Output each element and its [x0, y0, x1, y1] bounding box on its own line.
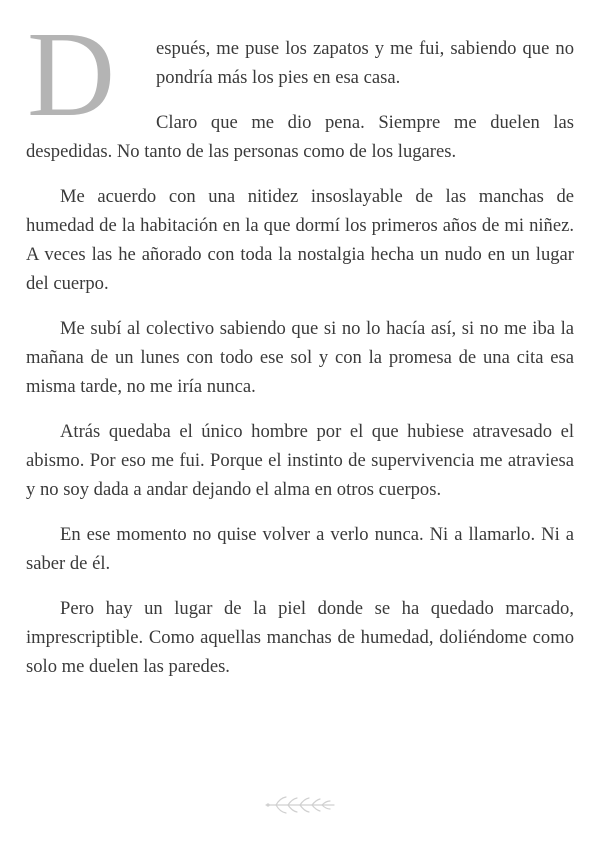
paragraph-5: Atrás quedaba el único hombre por el que hubiese atravesado el abismo. Por eso me fui. Porque el instinto de supervivencia me atraviesa y no soy dada a andar dejando el alma en otros cuerpos.	[26, 421, 574, 500]
paragraph-7: Pero hay un lugar de la piel donde se ha quedado marcado, imprescriptible. Como aquellas manchas de humedad, doliéndome como solo me duelen las paredes.	[26, 598, 574, 677]
paragraph-6: En ese momento no quise volver a verlo nunca. Ni a llamarlo. Ni a saber de él.	[26, 524, 574, 574]
drop-cap-letter: D	[27, 7, 116, 142]
paragraph-3: Me acuerdo con una nitidez insoslayable de las manchas de humedad de la habitación en la que dormí los primeros años de mi niñez. A veces las he añorado con toda la nostalgia hecha un nudo en un lugar del cuerpo.	[26, 186, 574, 294]
paragraph-1: espués, me puse los zapatos y me fui, sabiendo que no pondría más los pies en esa casa.	[156, 38, 574, 88]
paragraph-4: Me subí al colectivo sabiendo que si no lo hacía así, si no me iba la mañana de un lunes con todo ese sol y con la promesa de una cita esa misma tarde, no me iría nunca.	[26, 318, 574, 397]
paragraph-2: Claro que me dio pena. Siempre me duelen las despedidas. No tanto de las personas como de los lugares.	[26, 112, 574, 162]
leaf-sprig-icon	[262, 792, 338, 818]
book-page-body	[26, 34, 574, 697]
